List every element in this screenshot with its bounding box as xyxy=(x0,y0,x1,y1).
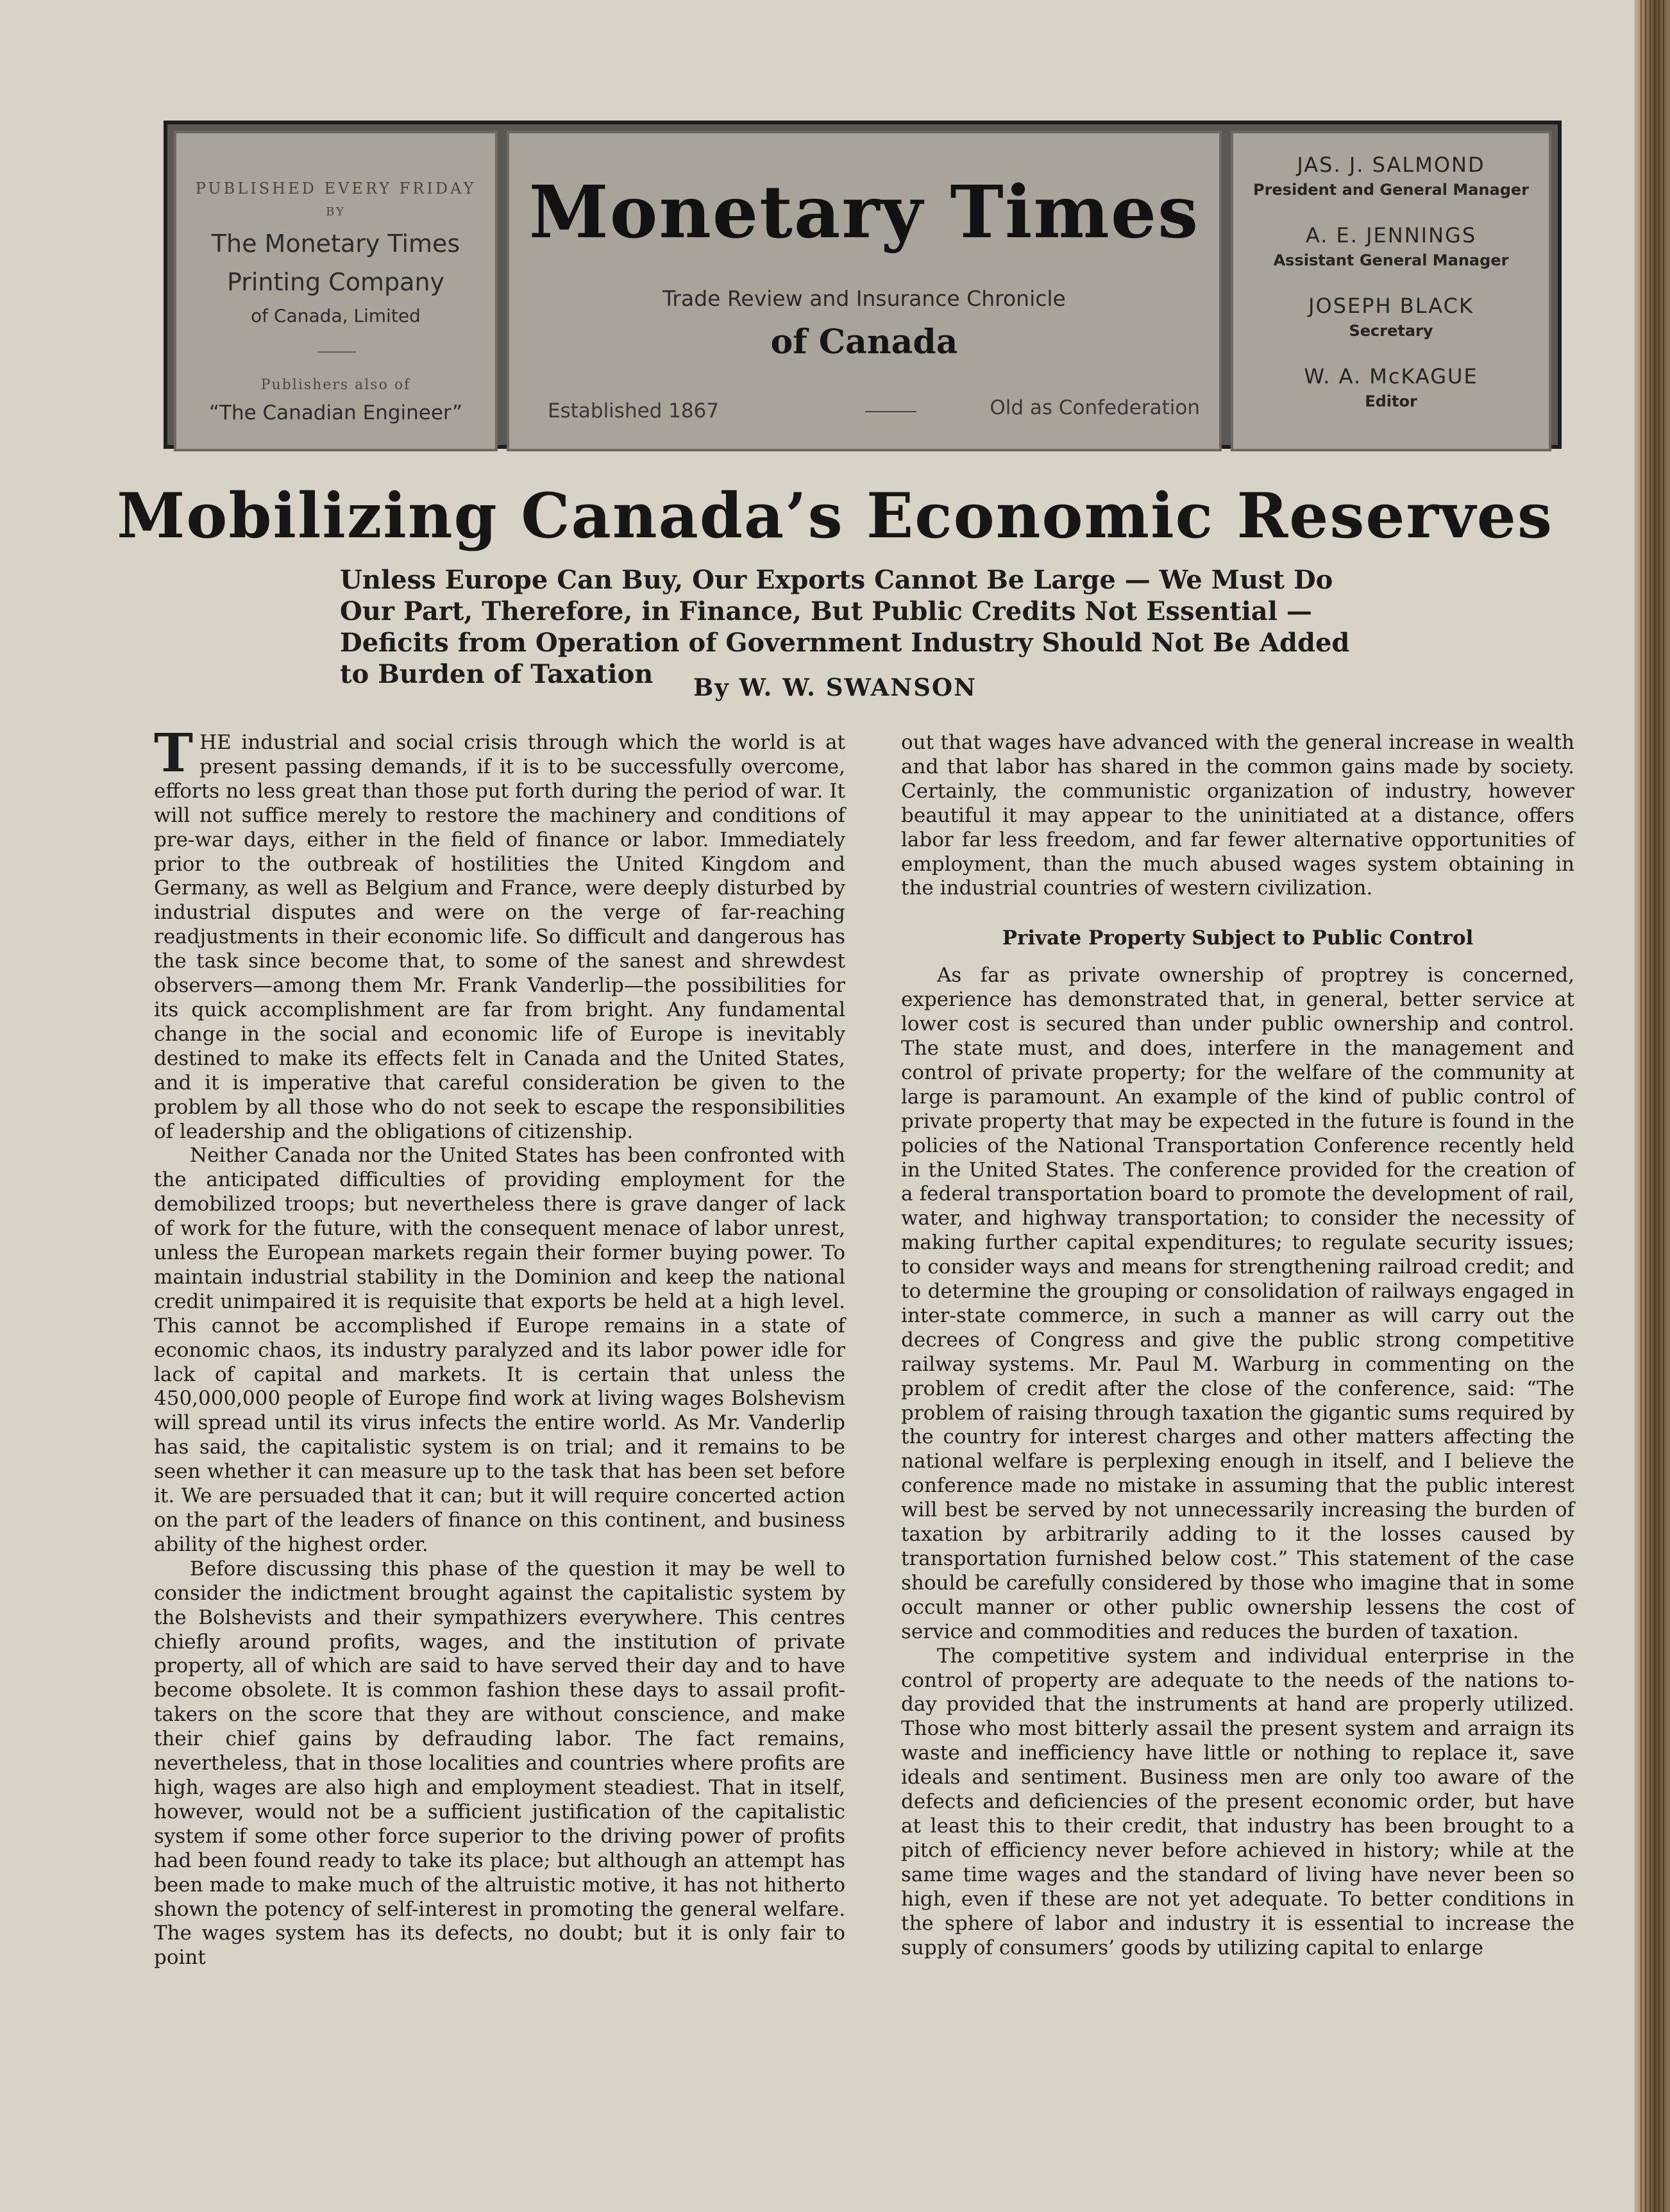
other-publication: “The Canadian Engineer” xyxy=(208,401,463,424)
article-headline: Mobilizing Canada’s Economic Reserves xyxy=(117,480,1553,552)
paragraph: Before discussing this phase of the question it may be well to consider the indictment brought against the capitalistic system by the Bolshevists and their sympathizers everywhere. This centres chiefly around profits, wages, and the institution of private property, all of which are said to have served their day and to have become obsolete. It is common fashion these days to assail profit-takers on the score that they are without conscience, and make their chief gains by defrauding labor. The fact remains, nevertheless, that in those localities and countries where profits are high, wages are also high and employment steadiest. That in itself, however, would not be a sufficient justification of the capitalistic system if some other force superior to the driving power of profits had been found ready to take its place; but although an attempt has been made to make much of the altruistic motive, it has not hitherto shown the potency of self-interest in promoting the general welfare. The wages system has its defects, no doubt; but it is only fair to point xyxy=(154,1557,845,1970)
officers-panel xyxy=(1231,131,1551,451)
paragraph: As far as private ownership of proptrey is concerned, experience has demonstrated that, in general, better service at lower cost is secured than under public ownership and control. The state must, and does, interfere in the management and control of private property; for the welfare of the community at large is paramount. An example of the kind of public control of private property that may be expected in the future is found in the policies of the National Transportation Conference recently held in the United States. The conference provided for the creation of a federal transportation board to promote the development of rail, water, and highway transportation; to consider the necessity of making further capital expenditures; to regulate security issues; to consider ways and means for strengthening railroad credit; and to determine the grouping or consolidation of railways engaged in inter-state commerce, in such a manner as will carry out the decrees of Congress and give the public strong competitive railway systems. Mr. Paul M. Warburg in commenting on the problem of credit after the close of the conference, said: “The problem of raising through taxation the gigantic sums required by the country for interest charges and other matters affecting the national welfare is perplexing enough in itself, and I believe the conference made no mistake in assuming that the public interest will best be served by not unnecessarily increasing the burden of taxation by arbitrarily adding to it the losses caused by transportation furnished below cost.” This statement of the case should be carefully considered by those who imagine that in some occult manner or other public ownership lessens the cost of service and commodities and reduces the burden of taxation. xyxy=(901,964,1574,1643)
officer-role: Assistant General Manager xyxy=(1273,251,1509,269)
paragraph: The competitive system and individual enterprise in the control of property are adequate to the needs of the nations to-day provided that the instruments at hand are properly utilized. Those who most bitterly assail the present system and arraign its waste and inefficiency have little or nothing to replace it, save ideals and sentiment. Business men are only too aware of the defects and deficiencies of the present economic order, but have at least this to their credit, that industry has been brought to a pitch of efficiency never before achieved in history; while at the same time wages and the standard of living have never been so high, even if these are not yet adequate. To better conditions in the sphere of labor and industry it is essential to increase the supply of consumers’ goods by utilizing capital to enlarge xyxy=(901,1644,1574,1959)
officer-name: W. A. McKAGUE xyxy=(1304,364,1478,389)
section-subheading: Private Property Subject to Public Control xyxy=(1002,926,1474,950)
page-edge-lines xyxy=(1640,0,1666,2212)
officer-name: JOSEPH BLACK xyxy=(1308,294,1474,318)
published-every-friday: PUBLISHED EVERY FRIDAY xyxy=(195,180,477,197)
divider xyxy=(865,411,916,412)
publishers-also-label: Publishers also of xyxy=(260,377,411,393)
established-year: Established 1867 xyxy=(548,399,720,423)
company-name-line1: The Monetary Times xyxy=(211,230,460,258)
article-byline: By W. W. SWANSON xyxy=(693,673,977,701)
officer-role: Secretary xyxy=(1349,322,1433,340)
of-canada: of Canada xyxy=(770,323,958,362)
right-column xyxy=(901,731,1574,1960)
officer-name: JAS. J. SALMOND xyxy=(1297,153,1485,177)
paragraph-text: HE industrial and social crisis through which the world is at present passing demands, if it is to be successfully overcome, efforts no less great than those put forth during the period of war. It will not suffice merely to restore the machinery and conditions of pre-war days, either in the field of finance or labor. Immediately prior to the outbreak of hostilities the United Kingdom and Germany, as well as Belgium and France, were deeply disturbed by industrial disputes and were on the verge of far-reaching readjustments in their economic life. So difficult and dangerous has the task since become that, to some of the sanest and shrewdest observers—among them Mr. Frank Vanderlip—the possibilities for its quick accomplishment are far from bright. Any fundamental change in the social and economic life of Europe is inevitably destined to make its effects felt in Canada and the United States, and it is imperative that careful consideration be given to the problem by all those who do not seek to escape the responsibilities of leadership and the obligations of citizenship. xyxy=(154,731,845,1143)
company-name-line2: Printing Company xyxy=(226,268,445,296)
divider xyxy=(317,351,356,353)
masthead xyxy=(164,121,1562,449)
publisher-panel xyxy=(174,131,498,451)
paragraph: Neither Canada nor the United States has been confronted with the anticipated difficulties of providing employment for the demobilized troops; but nevertheless there is grave danger of lack of work for the future, with the consequent menace of labor unrest, unless the European markets regain their former buying power. To maintain industrial stability in the Dominion and keep the national credit unimpaired it is requisite that exports be held at a high level. This cannot be accomplished if Europe remains in a state of economic chaos, its industry paralyzed and its labor power idle for lack of capital and markets. It is certain that unless the 450,000,000 people of Europe find work at living wages Bolshevism will spread until its virus infects the entire world. As Mr. Vanderlip has said, the capitalistic system is on trial; and it remains to be seen whether it can measure up to the task that has been set before it. We are persuaded that it can; but it will require concerted action on the part of the leaders of finance on this continent, and business ability of the highest order. xyxy=(154,1144,845,1556)
by-label: BY xyxy=(326,205,346,219)
article-deck: Unless Europe Can Buy, Our Exports Cannot Be Large — We Must Do Our Part, Therefore, in Finance, But Public Credits Not Essential — Deficits from Operation of Government Industry Should Not Be Added to Burden of Taxation xyxy=(340,565,1350,689)
title-panel xyxy=(507,131,1222,451)
officer-role: Editor xyxy=(1365,392,1417,410)
drop-cap: T xyxy=(154,723,194,784)
paragraph: out that wages have advanced with the general increase in wealth and that labor has shared in the common gains made by society. Certainly, the communistic organization of industry, however beautiful it may appear to the uninitiated at a distance, offers labor far less freedom, and far fewer alternative opportunities of employment, than the much abused wages system obtaining in the industrial countries of western civilization. xyxy=(901,731,1574,900)
motto: Old as Confederation xyxy=(990,396,1200,419)
officer-role: President and General Manager xyxy=(1252,181,1529,199)
publication-title: Monetary Times xyxy=(528,171,1200,255)
publication-subtitle: Trade Review and Insurance Chronicle xyxy=(662,286,1066,311)
officer-name: A. E. JENNINGS xyxy=(1305,223,1477,247)
left-column xyxy=(154,723,845,1970)
company-name-line3: of Canada, Limited xyxy=(251,305,421,326)
paragraph xyxy=(154,723,845,1144)
